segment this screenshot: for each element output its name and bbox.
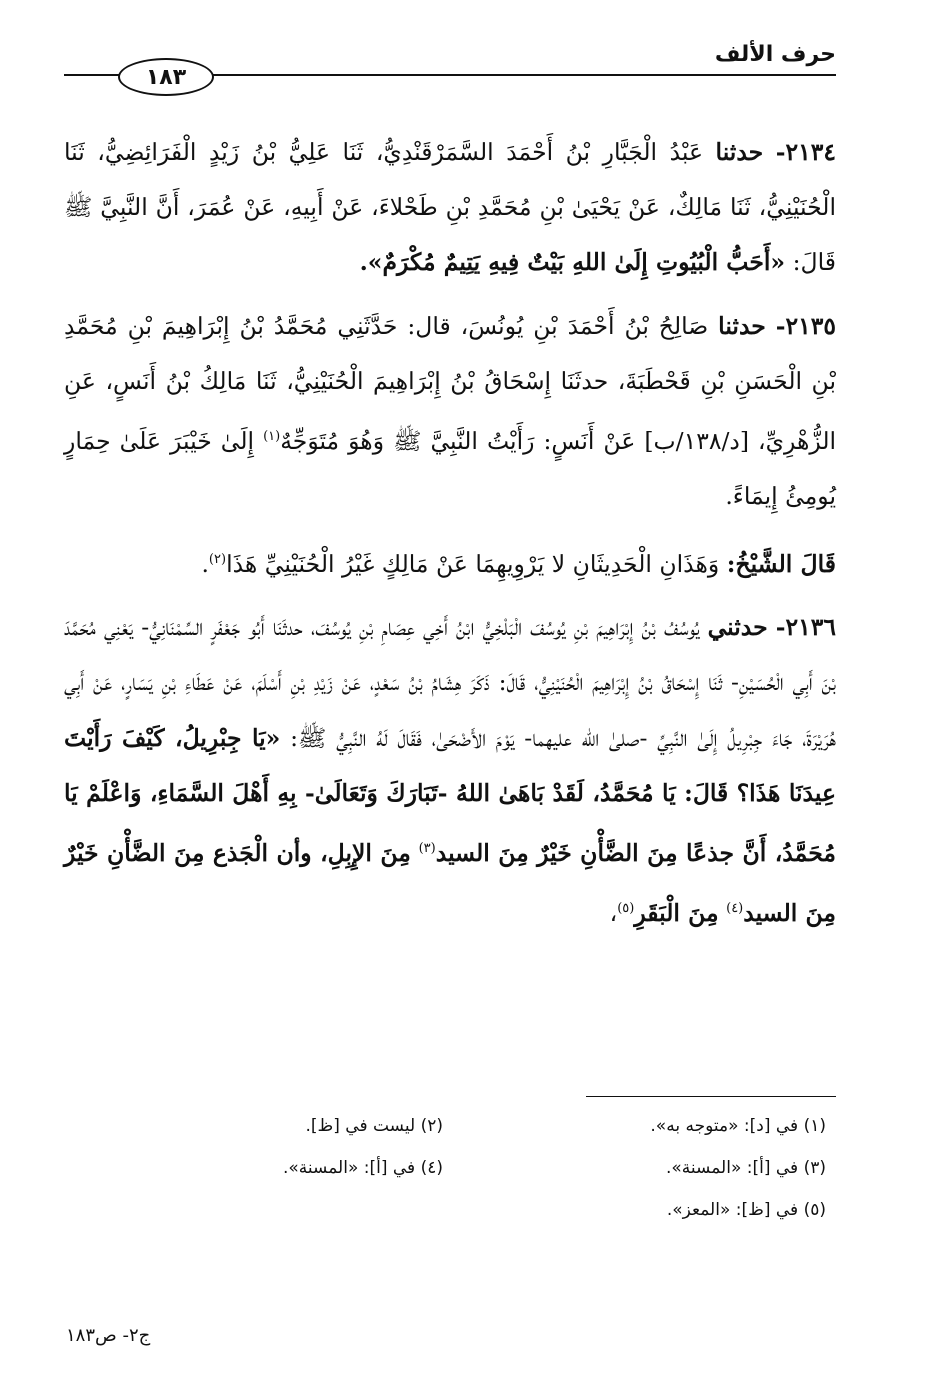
footnote-text: ليست في [ظ].: [305, 1116, 416, 1136]
footnote-number: (٥): [803, 1200, 826, 1220]
hadith-text: عَبْدُ الْجَبَّارِ بْنُ أَحْمَدَ السَّمَرْقَنْدِيُّ، ثَنَا عَلِيُّ بْنُ زَيْدٍ الْفَرَائِضِيُّ، ثَنَا الْحُنَيْنِيُّ، ثَنَا مَالِكٌ، عَنْ يَحْيَىٰ بْنِ مُحَمَّدِ بْنِ طَحْلاءَ، عَنْ أَبِيهِ، عَنْ عُمَرَ، أَنَّ النَّبِيَّ ﷺ قَالَ:: [64, 138, 836, 277]
footnote-number: (٣): [803, 1158, 826, 1178]
sheikh-note: [64, 532, 836, 592]
sheikh-keyword: قَالَ الشَّيْخُ:: [726, 550, 836, 579]
footnote-ref: (٢): [208, 552, 227, 568]
hadith-text-continued: إِلَىٰ خَيْبَرَ عَلَىٰ حِمَارٍ يُومِئُ إِيمَاءً.: [64, 426, 836, 511]
hadith-quote-continued: مِنَ الإِبِلِ، وأن الْجَذع مِنَ الضَّأْنِ خَيْرٌ مِنَ السيد: [64, 838, 836, 927]
footnote-ref: (٤): [726, 901, 744, 917]
hadith-keyword: حدثنا: [715, 138, 764, 166]
sheikh-end: .: [201, 550, 209, 579]
footnote-item: [463, 1114, 826, 1138]
footnote-number: (١): [803, 1116, 826, 1136]
hadith-keyword: حدثني: [707, 613, 768, 642]
footnote-text: في [أ]: «المسنة».: [283, 1158, 416, 1178]
footnote-text: في [أ]: «المسنة».: [666, 1158, 799, 1178]
hadith-number: ٢١٣٤-: [775, 138, 836, 166]
footer-page-ref: ج٢- ص١٨٣: [66, 1325, 151, 1346]
footnote-text: في [د]: «متوجه به».: [650, 1116, 799, 1136]
hadith-quote: «أَحَبُّ الْبُيُوتِ إِلَىٰ اللهِ بَيْتٌ فِيهِ يَتِيمٌ مُكْرَمٌ».: [359, 248, 786, 277]
footnote-ref: (٣): [418, 841, 436, 857]
footnote-number: (٢): [420, 1116, 443, 1136]
hadith-text: يُوسُفُ بْنُ إِبْرَاهِيمَ بْنِ يُوسُفَ الْبَلْخِيُّ ابْنُ أَخِي عِصَامِ بْنِ يُوسُفَ، حدثَنَا أَبُو جَعْفَرٍ السِّمْنَانِيُّ- يَعْنِي مُحَمَّدَ بْنَ أَبِي الْحُسَيْنِ- ثَنَا إِسْحَاقُ بْنُ إِبْرَاهِيمَ الْحُنَيْنِيُّ، قَالَ: ذَكَرَ هِشَامُ بْنُ سَعْدٍ، عَنْ زَيْدِ بْنِ أَسْلَمَ، عَنْ عَطَاءِ بْنِ يَسَارٍ، عَنْ أَبِي هُرَيْرَةَ، جَاءَ جِبْرِيلُ إِلَىٰ النَّبِيِّ -صلىٰ الله عليهما- يَوْمَ الأَضْحَىٰ، فَقَالَ لَهُ النَّبِيُّ ﷺ:: [64, 613, 836, 752]
footnote-ref: (١): [263, 429, 281, 445]
hadith-number: ٢١٣٥-: [775, 311, 836, 340]
hadith-quote: «يَا جِبْرِيلُ، كَيْفَ رَأَيْتَ عِيدَنَا هَذَا؟ قَالَ: يَا مُحَمَّدُ، لَقَدْ بَاهَىٰ اللهُ -تَبَارَكَ وَتَعَالَىٰ- بِهِ أَهْلَ السَّمَاءِ، وَاعْلَمْ يَا مُحَمَّدُ، أَنَّ جذعًا مِنَ الضَّأْنِ خَيْرٌ مِنَ السيد: [64, 723, 836, 867]
hadith-quote-end: مِنَ الْبَقَرِ: [634, 898, 719, 927]
page-header-title: حرف الألف: [714, 42, 836, 67]
footnote-ref: (٥): [617, 901, 635, 917]
footnote-text: في [ظ]: «المعز».: [666, 1200, 799, 1220]
hadith-keyword: حدثنا: [718, 311, 766, 340]
page-number: ١٨٣: [145, 64, 187, 90]
footnote-item: [463, 1198, 826, 1222]
footnote-item: [80, 1114, 443, 1138]
footnote-item: [463, 1156, 826, 1180]
main-text: [64, 125, 836, 949]
hadith-2135: [64, 299, 836, 525]
footnote-number: (٤): [420, 1158, 443, 1178]
footnote-separator: [586, 1096, 836, 1097]
hadith-end: ،: [609, 898, 618, 927]
footnote-item: [80, 1156, 443, 1180]
footnotes: [80, 1114, 826, 1222]
hadith-2134: [64, 125, 836, 291]
hadith-number: ٢١٣٦-: [775, 613, 836, 642]
sheikh-text: وَهَذَانِ الْحَدِيثَانِ لا يَرْوِيهِمَا عَنْ مَالِكٍ غَيْرُ الْحُنَيْنِيِّ هَذَا: [226, 550, 720, 579]
hadith-2136: [64, 600, 836, 941]
hadith-text: صَالِحُ بْنُ أَحْمَدَ بْنِ يُونُسَ، قال: حَدَّثَنِي مُحَمَّدُ بْنُ إِبْرَاهِيمَ بْنِ مُحَمَّدِ بْنِ الْحَسَنِ بْنِ قَحْطَبَةَ، حدثَنَا إِسْحَاقُ بْنُ إِبْرَاهِيمَ الْحُنَيْنِيُّ، ثَنَا مَالِكُ بْنُ أَنَسٍ، عَنِ الزُّهْرِيِّ، [د/١٣٨/ب] عَنْ أَنَسٍ: رَأَيْتُ النَّبِيَّ ﷺ وَهُوَ مُتَوَجِّهٌ: [64, 311, 837, 455]
page-number-badge: [118, 58, 214, 96]
